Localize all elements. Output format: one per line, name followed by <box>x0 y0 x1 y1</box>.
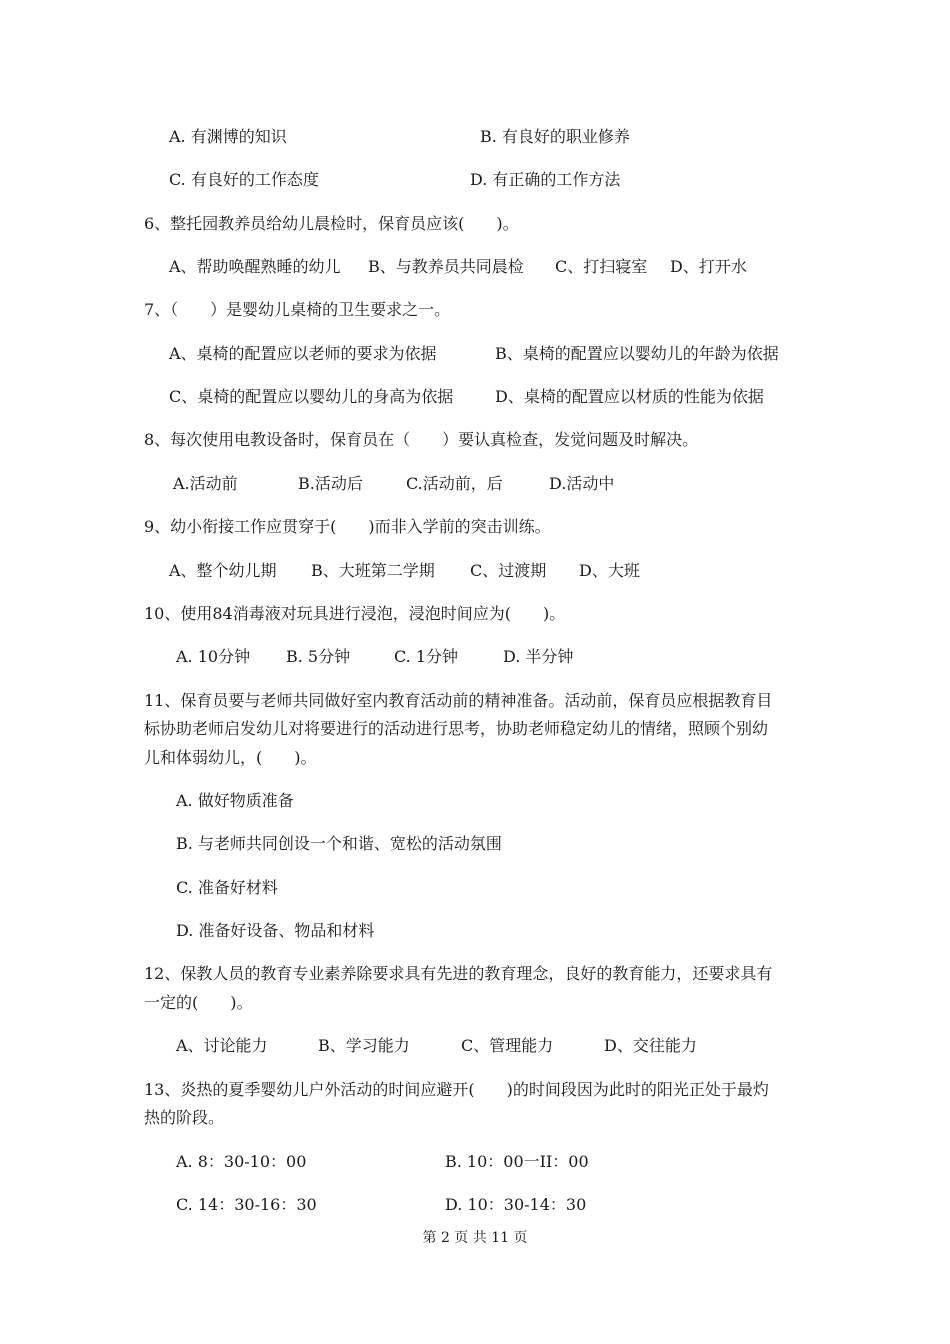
q13-option-a: A. 8：30-10：00 <box>176 1152 307 1171</box>
q10-option-c: C. 1分钟 <box>394 647 459 666</box>
q9-option-b: B、大班第二学期 <box>311 561 435 580</box>
question-9-stem: 9、幼小衔接工作应贯穿于( )而非入学前的突击训练。 <box>144 517 551 536</box>
question-12-stem-line-2: 一定的( )。 <box>144 993 253 1012</box>
q11-option-c: C. 准备好材料 <box>176 878 278 897</box>
q12-option-b: B、学习能力 <box>318 1036 410 1055</box>
option-c: C. 有良好的工作态度 <box>169 170 319 189</box>
q7-option-a: A、桌椅的配置应以老师的要求为依据 <box>169 344 437 363</box>
question-11-stem-line-1: 11、保育员要与老师共同做好室内教育活动前的精神准备。活动前，保育员应根据教育目 <box>144 691 773 710</box>
question-8-stem: 8、每次使用电教设备时，保育员在（ ）要认真检查，发觉问题及时解决。 <box>144 430 699 449</box>
q8-option-a: A.活动前 <box>173 474 238 493</box>
option-a: A. 有渊博的知识 <box>169 127 287 146</box>
q11-option-a: A. 做好物质准备 <box>176 791 294 810</box>
q6-option-a: A、帮助唤醒熟睡的幼儿 <box>169 257 341 276</box>
page-footer: 第 2 页 共 11 页 <box>422 1230 528 1246</box>
q10-option-a: A. 10分钟 <box>176 647 251 666</box>
q7-option-c: C、桌椅的配置应以婴幼儿的身高为依据 <box>169 387 454 406</box>
q11-option-b: B. 与老师共同创设一个和谐、宽松的活动氛围 <box>176 834 502 853</box>
q6-option-d: D、打开水 <box>670 257 747 276</box>
q8-option-b: B.活动后 <box>298 474 363 493</box>
question-13-stem-line-1: 13、炎热的夏季婴幼儿户外活动的时间应避开( )的时间段因为此时的阳光正处于最灼 <box>144 1080 769 1099</box>
q7-option-d: D、桌椅的配置应以材质的性能为依据 <box>495 387 764 406</box>
question-13-stem-line-2: 热的阶段。 <box>144 1108 225 1127</box>
question-11-stem-line-3: 儿和体弱幼儿，( )。 <box>144 748 317 767</box>
question-10-stem: 10、使用84消毒液对玩具进行浸泡，浸泡时间应为( )。 <box>144 604 566 623</box>
question-6-stem: 6、整托园教养员给幼儿晨检时，保育员应该( )。 <box>144 214 519 233</box>
q8-option-d: D.活动中 <box>549 474 615 493</box>
q12-option-d: D、交往能力 <box>604 1036 697 1055</box>
q10-option-d: D. 半分钟 <box>503 647 574 666</box>
q13-option-b: B. 10：00一II：00 <box>445 1152 589 1171</box>
q9-option-c: C、过渡期 <box>470 561 547 580</box>
q6-option-b: B、与教养员共同晨检 <box>368 257 524 276</box>
question-7-stem: 7、（ ）是婴幼儿桌椅的卫生要求之一。 <box>144 300 451 319</box>
question-12-stem-line-1: 12、保教人员的教育专业素养除要求具有先进的教育理念，良好的教育能力，还要求具有 <box>144 964 773 983</box>
q8-option-c: C.活动前，后 <box>406 474 503 493</box>
q13-option-c: C. 14：30-16：30 <box>176 1195 317 1214</box>
question-11-stem-line-2: 标协助老师启发幼儿对将要进行的活动进行思考，协助老师稳定幼儿的情绪，照顾个别幼 <box>144 719 769 738</box>
q11-option-d: D. 准备好设备、物品和材料 <box>176 921 375 940</box>
q7-option-b: B、桌椅的配置应以婴幼儿的年龄为依据 <box>495 344 779 363</box>
q10-option-b: B. 5分钟 <box>286 647 351 666</box>
q9-option-d: D、大班 <box>579 561 640 580</box>
q12-option-a: A、讨论能力 <box>176 1036 268 1055</box>
option-b: B. 有良好的职业修养 <box>480 127 630 146</box>
q6-option-c: C、打扫寝室 <box>555 257 648 276</box>
option-d: D. 有正确的工作方法 <box>470 170 621 189</box>
q12-option-c: C、管理能力 <box>461 1036 554 1055</box>
q13-option-d: D. 10：30-14：30 <box>445 1195 587 1214</box>
q9-option-a: A、整个幼儿期 <box>169 561 277 580</box>
